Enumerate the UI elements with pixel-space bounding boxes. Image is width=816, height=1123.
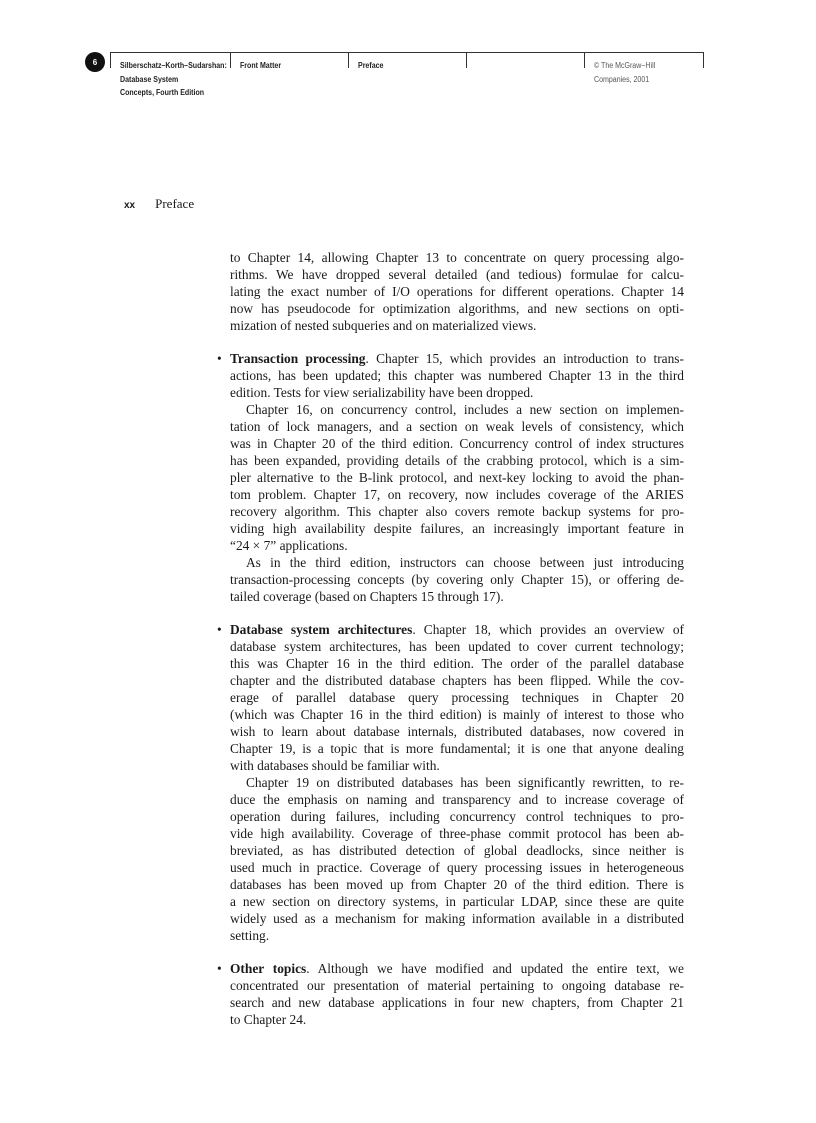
bullet-item (217, 621, 684, 944)
text-line (230, 300, 684, 317)
bullet-icon: • (217, 622, 222, 637)
line-text: Chapter 19, is a topic that is more fundamental; it is one that anyone dealing (230, 741, 684, 756)
text-line (230, 706, 684, 723)
text-line: Chapter 16, on concurrency control, includes a new section on implemen- (246, 402, 684, 417)
bullet-heading: Database system architectures (230, 622, 413, 637)
text-line (230, 266, 684, 283)
text-line: breviated, as has distributed detection of global deadlocks, since neither is (230, 843, 684, 858)
bullet-heading: Other topics (230, 961, 307, 976)
line-text: wish to learn about database internals, distributed databases, now covered in (230, 724, 684, 739)
line-text: . Chapter 15, which provides an introduction to trans- (365, 351, 684, 366)
line-text: now has pseudocode for optimization algorithms, and new sections on opti- (230, 301, 684, 316)
header-book-title (120, 59, 227, 100)
text-line: “24 × 7” applications. (230, 538, 348, 553)
text-line (230, 977, 684, 994)
line-text: . Although we have modified and updated the entire text, we (306, 961, 684, 976)
text-line: vide high availability. Coverage of three-phase commit protocol has been ab- (230, 826, 684, 841)
text-line: transaction-processing concepts (by covering only Chapter 15), or offering de- (230, 572, 684, 587)
bullet-heading: Transaction processing (230, 351, 366, 366)
bullet-item (217, 960, 684, 1028)
line-text: (which was Chapter 16 in the third edition) is mainly of interest to those who (230, 707, 684, 722)
line-text: concentrated our presentation of material pertaining to ongoing database re- (230, 978, 684, 993)
text-line: databases has been moved up from Chapter 20 of the third edition. There is (230, 877, 684, 892)
line-text: mization of nested subqueries and on materialized views. (230, 318, 537, 333)
text-line: setting. (230, 928, 270, 943)
text-line: tation of lock managers, and a section on weak levels of consistency, which (230, 419, 684, 434)
line-text: rithms. We have dropped several detailed (and tedious) formulae for calcu- (230, 267, 684, 282)
text-line: recovery algorithm. This chapter also covers remote backup systems for pro- (230, 504, 684, 519)
line-text: database system architectures, has been updated to cover current technology; (230, 639, 684, 654)
page-badge: 6 (85, 52, 105, 72)
publisher-line: © The McGraw−Hill (594, 61, 656, 70)
text-line (230, 283, 684, 300)
line-text: . Chapter 18, which provides an overview of (412, 622, 684, 637)
text-line (230, 689, 684, 706)
text-line (230, 621, 684, 638)
header-publisher (594, 59, 655, 86)
line-text: with databases should be familiar with. (230, 758, 440, 773)
book-line: Database System (120, 74, 179, 84)
page-number: xx (124, 200, 136, 211)
paragraph (230, 249, 684, 334)
text-line: Chapter 19 on distributed databases has been significantly rewritten, to re- (246, 775, 684, 790)
text-line: pler alternative to the B-link protocol, and next-key locking to avoid the phan- (230, 470, 684, 485)
line-text: to Chapter 24. (230, 1012, 307, 1027)
bullet-icon: • (217, 351, 222, 366)
bullet-icon: • (217, 961, 222, 976)
line-text: search and new database applications in four new chapters, from Chapter 21 (230, 995, 684, 1010)
text-line (230, 672, 684, 689)
header-chapter: Preface (358, 61, 384, 70)
text-line (230, 655, 684, 672)
text-line (230, 317, 684, 334)
header-divider (230, 52, 231, 68)
line-text: actions, has been updated; this chapter was numbered Chapter 13 in the third (230, 368, 684, 383)
text-line (230, 249, 684, 266)
text-line (230, 723, 684, 740)
text-line: tailed coverage (based on Chapters 15 through 17). (230, 589, 504, 604)
line-text: edition. Tests for view serializability have been dropped. (230, 385, 534, 400)
text-line (230, 960, 684, 977)
text-line: a new section on directory systems, in particular LDAP, since these are quite (230, 894, 684, 909)
header-divider (348, 52, 349, 68)
text-line: tom problem. Chapter 17, on recovery, now includes coverage of the ARIES (230, 487, 684, 502)
header-rule (110, 52, 703, 53)
line-text: lating the exact number of I/O operations for different operations. Chapter 14 (230, 284, 684, 299)
line-text: chapter and the distributed database chapters has been flipped. While the cov- (230, 673, 684, 688)
text-line (230, 350, 684, 367)
text-line: was in Chapter 20 of the third edition. Concurrency control of index structures (230, 436, 684, 451)
text-line (230, 638, 684, 655)
text-line: has been expanded, providing details of the crabbing protocol, which is a sim- (230, 453, 684, 468)
text-line: As in the third edition, instructors can choose between just introducing (246, 555, 684, 570)
text-line (230, 740, 684, 757)
running-title: Preface (155, 196, 195, 211)
header-part: Front Matter (240, 61, 282, 70)
header-divider (110, 52, 111, 68)
bullet-item (217, 350, 684, 605)
line-text: to Chapter 14, allowing Chapter 13 to concentrate on query processing algo- (230, 250, 684, 265)
text-line (230, 1011, 684, 1028)
text-line: used much in practice. Coverage of query processing issues in heterogeneous (230, 860, 684, 875)
text-line (230, 367, 684, 384)
book-line: Silberschatz–Korth–Sudarshan: (120, 61, 227, 70)
running-head (124, 196, 194, 212)
body-text (217, 249, 684, 1044)
header-divider (703, 52, 704, 68)
text-line: duce the emphasis on naming and transparency and to increase coverage of (230, 792, 684, 807)
publisher-line: Companies, 2001 (594, 74, 650, 84)
header-divider (584, 52, 585, 68)
text-line (230, 384, 684, 401)
book-line: Concepts, Fourth Edition (120, 88, 205, 97)
text-line: operation during failures, including concurrency control techniques to pro- (230, 809, 684, 824)
line-text: erage of parallel database query processing techniques in Chapter 20 (230, 690, 684, 705)
text-line (230, 757, 684, 774)
text-line (230, 994, 684, 1011)
header-divider (466, 52, 467, 68)
text-line: viding high availability despite failures, an increasingly important feature in (230, 521, 684, 536)
line-text: this was Chapter 16 in the third edition. The order of the parallel database (230, 656, 684, 671)
text-line: widely used as a mechanism for making information available in a distributed (230, 911, 684, 926)
